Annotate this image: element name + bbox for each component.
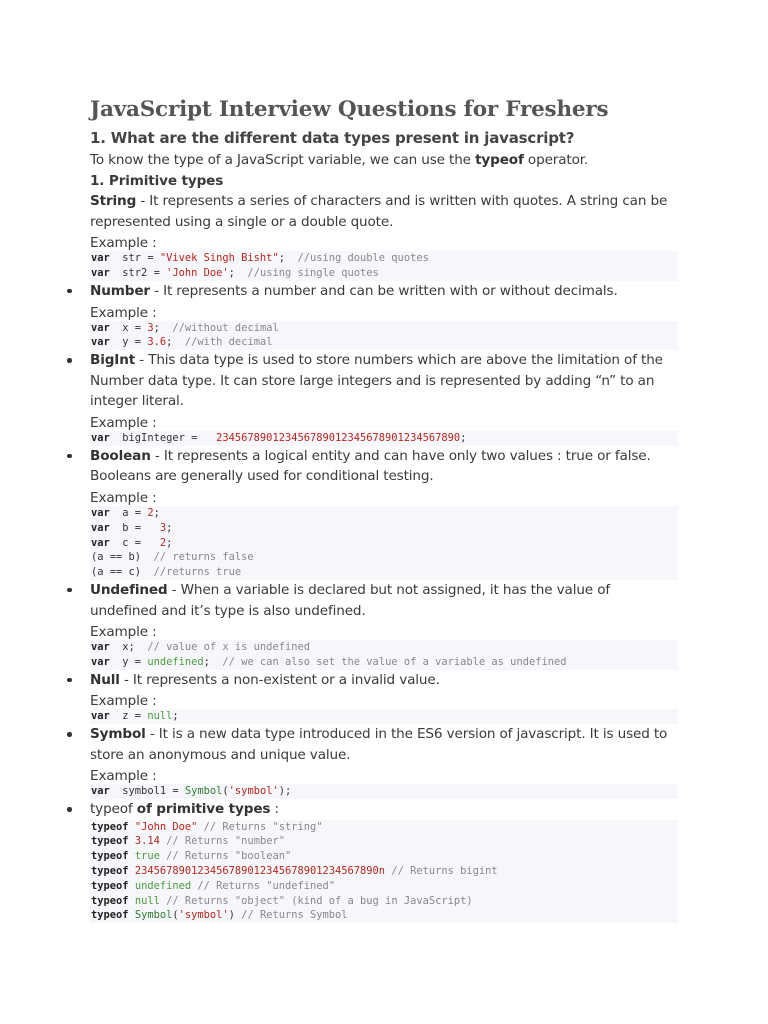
typeof-term: of primitive types xyxy=(136,801,271,818)
bullet-icon xyxy=(67,678,72,683)
code-line xyxy=(91,784,678,799)
code-token: var xyxy=(91,321,110,334)
code-token: z = xyxy=(109,710,148,723)
code-token: ; xyxy=(172,710,179,723)
code-block-string xyxy=(90,251,678,281)
example-label: Example : xyxy=(90,414,157,431)
list-item-null xyxy=(90,670,678,724)
code-token: var xyxy=(91,506,110,519)
code-line xyxy=(91,521,678,536)
question-heading: 1. What are the different data types present in javascript? xyxy=(90,129,575,147)
code-line xyxy=(91,655,678,670)
code-token: typeof xyxy=(91,850,129,863)
code-token: //with decimal xyxy=(184,336,273,349)
code-token: var xyxy=(91,655,110,668)
code-line xyxy=(91,640,678,655)
code-line xyxy=(91,894,678,909)
code-token: var xyxy=(91,252,110,265)
code-line xyxy=(91,266,678,281)
code-token: (a == c) xyxy=(91,566,154,579)
example-label: Example : xyxy=(90,768,157,785)
number-description xyxy=(90,281,678,302)
code-token: //using double quotes xyxy=(297,252,429,265)
code-block-undefined xyxy=(90,640,678,670)
code-token: ; xyxy=(278,252,298,265)
code-token: (a == b) xyxy=(91,551,154,564)
code-token: // we can also set the value of a variable as undefined xyxy=(222,655,567,668)
code-token: var xyxy=(91,785,110,798)
code-block-bigint xyxy=(90,431,678,446)
code-token: ; xyxy=(166,336,185,349)
code-token: undefined xyxy=(134,879,192,892)
code-block-number xyxy=(90,321,678,351)
code-line xyxy=(91,536,678,551)
example-label: Example : xyxy=(90,489,157,506)
code-token: 234567890123456789012345678901234567890 xyxy=(216,431,461,444)
symbol-term: Symbol xyxy=(90,726,146,743)
code-token: ; xyxy=(166,536,173,549)
code-token: str = xyxy=(109,252,160,265)
code-token: a = xyxy=(109,506,148,519)
boolean-term: Boolean xyxy=(90,447,151,464)
code-token: //without decimal xyxy=(172,321,279,334)
code-line xyxy=(91,431,678,446)
example-label: Example : xyxy=(90,624,157,641)
code-token: typeof xyxy=(91,894,129,907)
code-token: ; xyxy=(166,521,173,534)
undefined-description xyxy=(90,580,678,621)
code-line xyxy=(91,834,678,849)
string-desc: - It represents a series of characters and is written with quotes. A string can be represented using a single or a double quote. xyxy=(90,193,668,230)
code-block-typeof xyxy=(90,820,678,924)
intro-paragraph xyxy=(90,150,678,171)
number-desc: - It represents a number and can be written with or without decimals. xyxy=(149,282,618,299)
code-token: str2 = xyxy=(109,267,167,280)
code-token: c = xyxy=(109,536,160,549)
list-item-symbol xyxy=(90,724,678,799)
bigint-term: BigInt xyxy=(90,352,136,369)
code-token: 'John Doe' xyxy=(166,267,229,280)
code-token: // Returns Symbol xyxy=(241,909,348,922)
list-item-bigint xyxy=(90,350,678,446)
code-token: symbol1 = xyxy=(109,785,185,798)
code-token: // Returns "boolean" xyxy=(166,850,292,863)
typeof-desc: : xyxy=(270,801,279,818)
code-token: "John Doe" xyxy=(134,820,198,833)
code-token: ( xyxy=(172,909,179,922)
bullet-icon xyxy=(67,807,72,812)
code-token: // value of x is undefined xyxy=(147,641,310,654)
list-item-undefined xyxy=(90,580,678,670)
code-token: ( xyxy=(222,785,229,798)
code-line xyxy=(91,849,678,864)
null-desc: - It represents a non-existent or a invalid value. xyxy=(119,671,440,688)
code-token: ); xyxy=(278,785,292,798)
bullet-icon xyxy=(67,588,72,593)
page-title: JavaScript Interview Questions for Freshers xyxy=(90,97,609,122)
code-token: "Vivek Singh Bisht" xyxy=(159,252,279,265)
code-token: 'symbol' xyxy=(178,909,229,922)
code-token: 3 xyxy=(159,521,167,534)
bigint-desc: - This data type is used to store numbers which are above the limitation of the Number data type. It can store large integers and is represented by adding “n” to an integer literal. xyxy=(90,352,663,410)
code-line xyxy=(91,709,678,724)
bullet-icon xyxy=(67,289,72,294)
code-line xyxy=(91,565,678,580)
code-token: var xyxy=(91,710,110,723)
code-token: Symbol xyxy=(184,785,223,798)
code-token: typeof xyxy=(91,820,129,833)
bigint-description xyxy=(90,350,678,412)
code-token: // Returns bigint xyxy=(391,865,498,878)
bullet-icon xyxy=(67,732,72,737)
code-token: typeof xyxy=(91,835,129,848)
code-token: 2 xyxy=(147,506,154,519)
code-block-symbol xyxy=(90,784,678,799)
boolean-description xyxy=(90,446,678,487)
code-token: var xyxy=(91,431,110,444)
code-token: 3 xyxy=(147,321,154,334)
primitive-types-heading: 1. Primitive types xyxy=(90,172,224,189)
code-token: 2 xyxy=(159,536,167,549)
example-label: Example : xyxy=(90,693,157,710)
article-content xyxy=(90,96,678,923)
code-token: 3.6 xyxy=(147,336,167,349)
code-token: var xyxy=(91,267,110,280)
bullet-icon xyxy=(67,454,72,459)
example-label: Example : xyxy=(90,235,157,252)
code-token: ; xyxy=(203,655,223,668)
string-description xyxy=(90,191,678,232)
code-token: 3.14 xyxy=(134,835,160,848)
intro-keyword: typeof xyxy=(475,152,524,168)
code-token: null xyxy=(134,894,160,907)
typeof-prefix: typeof xyxy=(90,801,137,818)
code-block-boolean xyxy=(90,506,678,580)
list-item-typeof xyxy=(90,799,678,923)
code-line xyxy=(91,908,678,923)
code-token: var xyxy=(91,641,110,654)
code-token: y = xyxy=(109,655,148,668)
intro-text: To know the type of a JavaScript variable, we can use the xyxy=(90,152,476,168)
symbol-description xyxy=(90,724,678,765)
undefined-desc: - When a variable is declared but not assigned, it has the value of undefined and it’s type is also undefined. xyxy=(90,581,610,619)
symbol-desc: - It is a new data type introduced in the ES6 version of javascript. It is used to store an anonymous and unique value. xyxy=(90,726,668,763)
code-token: ; xyxy=(228,267,248,280)
code-token: Symbol xyxy=(134,909,173,922)
code-token: var xyxy=(91,536,110,549)
typeof-description xyxy=(90,799,678,820)
intro-text-end: operator. xyxy=(523,152,589,168)
code-line xyxy=(91,335,678,350)
code-line xyxy=(91,251,678,266)
code-token: true xyxy=(134,850,160,863)
undefined-term: Undefined xyxy=(90,581,168,598)
code-token: undefined xyxy=(147,655,204,668)
code-token: bigInteger = xyxy=(109,431,217,444)
bullet-icon xyxy=(67,358,72,363)
code-token: // returns false xyxy=(153,551,254,564)
code-token: b = xyxy=(109,521,160,534)
code-token: typeof xyxy=(91,865,129,878)
list-item-boolean xyxy=(90,446,678,580)
code-token: // Returns "undefined" xyxy=(197,879,336,892)
null-term: Null xyxy=(90,671,120,688)
code-line xyxy=(91,879,678,894)
code-line xyxy=(91,550,678,565)
code-line xyxy=(91,321,678,336)
code-line xyxy=(91,506,678,521)
code-token: x; xyxy=(109,641,148,654)
number-term: Number xyxy=(90,282,150,299)
example-label: Example : xyxy=(90,304,157,321)
list-item-number xyxy=(90,281,678,350)
code-token: 234567890123456789012345678901234567890n xyxy=(134,865,386,878)
code-token: 'symbol' xyxy=(228,785,279,798)
code-token: null xyxy=(147,710,173,723)
string-term: String xyxy=(90,193,137,210)
data-type-list xyxy=(90,281,678,923)
code-token: //returns true xyxy=(153,566,242,579)
code-line xyxy=(91,864,678,879)
code-token: ; xyxy=(153,506,160,519)
code-token: ) xyxy=(228,909,242,922)
code-token: var xyxy=(91,336,110,349)
code-token: typeof xyxy=(91,879,129,892)
code-token: //using single quotes xyxy=(247,267,379,280)
code-block-null xyxy=(90,709,678,724)
code-token: x = xyxy=(109,321,148,334)
code-token: ; xyxy=(460,431,467,444)
null-description xyxy=(90,670,678,691)
boolean-desc: - It represents a logical entity and can have only two values : true or false. Booleans are generally used for conditional testing. xyxy=(90,447,651,485)
code-token: y = xyxy=(109,336,148,349)
code-token: // Returns "string" xyxy=(203,820,323,833)
code-line xyxy=(91,820,678,835)
code-token: ; xyxy=(153,321,173,334)
code-token: var xyxy=(91,521,110,534)
code-token: // Returns "object" (kind of a bug in JavaScript) xyxy=(166,894,473,907)
code-token: // Returns "number" xyxy=(166,835,285,848)
code-token: typeof xyxy=(91,909,129,922)
